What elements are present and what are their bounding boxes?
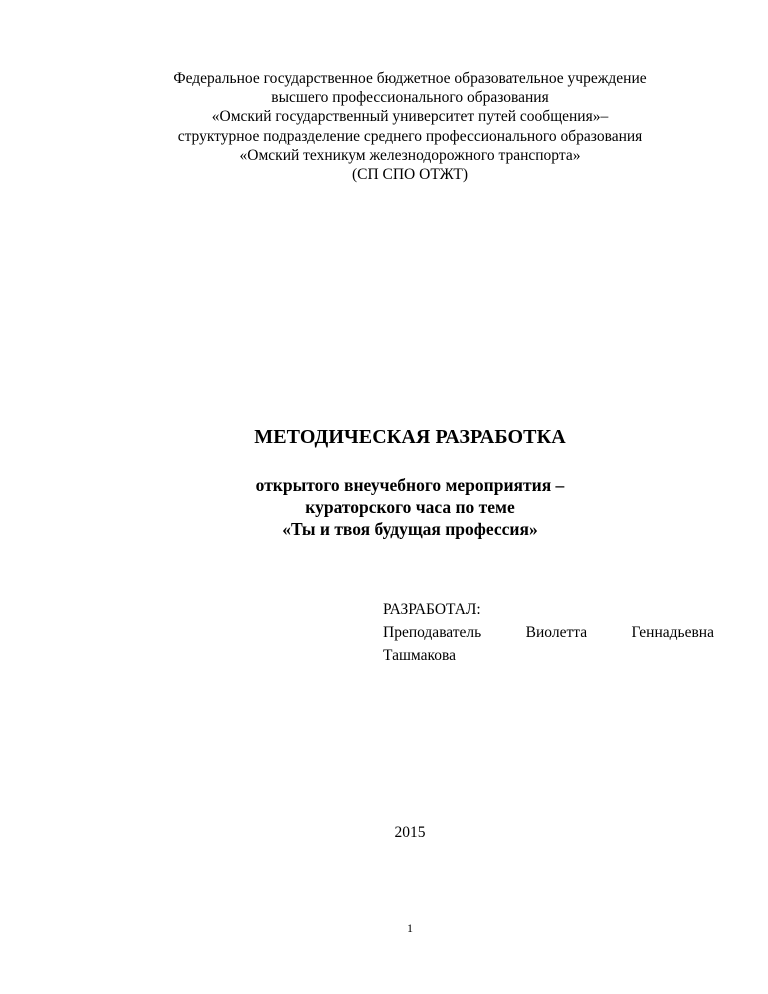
author-role: Преподаватель bbox=[383, 624, 482, 641]
document-year: 2015 bbox=[394, 824, 426, 841]
institution-header bbox=[60, 69, 760, 184]
author-block bbox=[383, 598, 714, 667]
header-line: «Омский техникум железнодорожного транспорта» bbox=[239, 146, 581, 164]
subtitle-line: «Ты и твоя будущая профессия» bbox=[282, 519, 538, 539]
author-name-line bbox=[383, 621, 714, 644]
page-number: 1 bbox=[407, 921, 413, 935]
header-line: структурное подразделение среднего профессионального образования bbox=[177, 127, 643, 145]
author-first-name: Виолетта bbox=[525, 624, 588, 641]
subtitle-line: открытого внеучебного мероприятия – bbox=[255, 475, 565, 495]
subtitle-line: кураторского часа по теме bbox=[305, 497, 515, 517]
header-line: (СП СПО ОТЖТ) bbox=[351, 166, 469, 184]
header-line: высшего профессионального образования bbox=[271, 89, 549, 107]
author-label: РАЗРАБОТАЛ: bbox=[383, 601, 481, 618]
header-line: Федеральное государственное бюджетное образовательное учреждение bbox=[173, 70, 647, 87]
author-patronymic: Геннадьевна bbox=[631, 624, 714, 641]
header-line: «Омский государственный университет путей сообщения»– bbox=[211, 108, 609, 126]
author-last-name: Ташмакова bbox=[383, 647, 456, 664]
document-subtitle bbox=[60, 474, 760, 540]
document-title: МЕТОДИЧЕСКАЯ РАЗРАБОТКА bbox=[254, 426, 566, 448]
